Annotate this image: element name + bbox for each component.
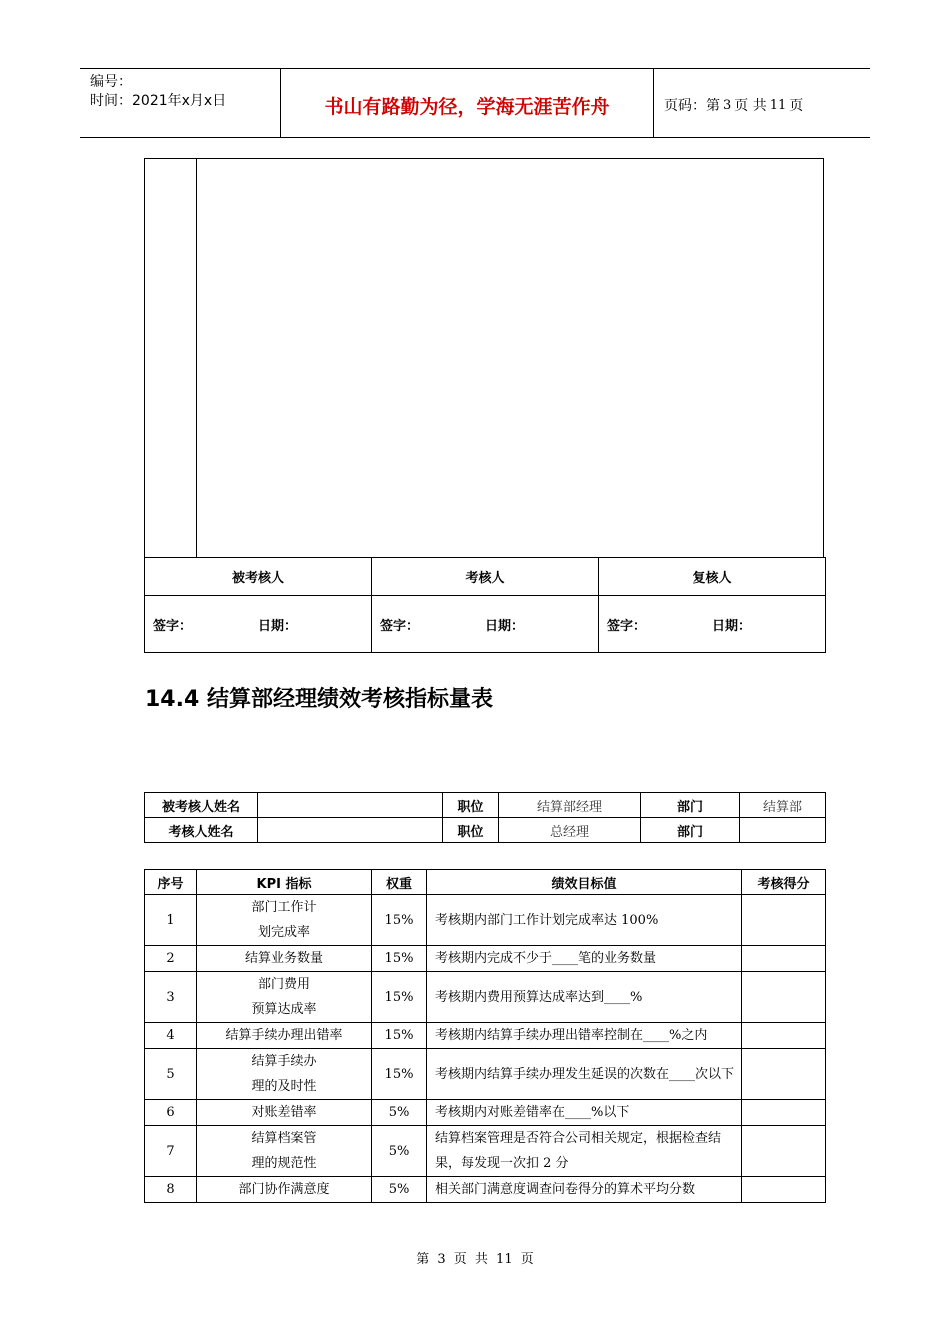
evaluation-content-box xyxy=(144,158,824,557)
dept-label: 部门 xyxy=(641,818,740,843)
kpi-target: 考核期内结算手续办理出错率控制在____%之内 xyxy=(427,1023,742,1049)
kpi-target: 考核期内结算手续办理发生延误的次数在____次以下 xyxy=(427,1049,742,1100)
kpi-target: 结算档案管理是否符合公司相关规定，根据检查结果，每发现一次扣 2 分 xyxy=(427,1126,742,1177)
kpi-target: 考核期内完成不少于____笔的业务数量 xyxy=(427,946,742,972)
table-row xyxy=(145,1126,826,1177)
kpi-indicator-line: 结算手续办 xyxy=(251,1054,317,1069)
kpi-indicator-line: 结算手续办理出错率 xyxy=(225,1028,343,1043)
kpi-indicator-line: 划完成率 xyxy=(257,925,310,940)
kpi-indicator-line: 结算业务数量 xyxy=(244,951,323,966)
kpi-indicator-line: 结算档案管 xyxy=(251,1131,317,1146)
kpi-no: 2 xyxy=(145,946,197,972)
kpi-indicator xyxy=(197,895,372,946)
page-prefix: 页码：第 xyxy=(664,98,720,114)
dept-label: 部门 xyxy=(641,793,740,818)
kpi-score-cell[interactable] xyxy=(742,1049,826,1100)
date-label: 日期： xyxy=(485,618,525,634)
kpi-indicator-line: 部门协作满意度 xyxy=(238,1182,330,1197)
kpi-score-cell[interactable] xyxy=(742,1023,826,1049)
kpi-header-score: 考核得分 xyxy=(742,870,826,895)
kpi-weight: 5% xyxy=(372,1126,427,1177)
kpi-header-no: 序号 xyxy=(145,870,197,895)
header-page-indicator xyxy=(654,69,870,137)
table-row xyxy=(145,1177,826,1203)
page-header xyxy=(80,68,870,138)
assessor-dept-value[interactable] xyxy=(740,818,826,843)
sign-label: 签字： xyxy=(153,618,193,634)
page-footer: 第 3 页 共 11 页 xyxy=(416,1252,534,1267)
kpi-target: 相关部门满意度调查问卷得分的算术平均分数 xyxy=(427,1177,742,1203)
kpi-target: 考核期内部门工作计划完成率达 100% xyxy=(427,895,742,946)
date-label: 日期： xyxy=(258,618,298,634)
assessee-name-label: 被考核人姓名 xyxy=(145,793,258,818)
kpi-score-cell[interactable] xyxy=(742,1100,826,1126)
kpi-weight: 15% xyxy=(372,972,427,1023)
reviewer-signature-cell[interactable] xyxy=(599,596,826,653)
kpi-no: 5 xyxy=(145,1049,197,1100)
kpi-header-weight: 权重 xyxy=(372,870,427,895)
header-assessor: 考核人 xyxy=(372,558,599,596)
page-total: 11 xyxy=(769,97,787,113)
date-label: 日期： xyxy=(712,618,752,634)
table-row xyxy=(145,895,826,946)
kpi-indicator-line: 部门工作计 xyxy=(251,900,317,915)
kpi-indicator-line: 理的规范性 xyxy=(251,1156,317,1171)
kpi-no: 1 xyxy=(145,895,197,946)
kpi-weight: 15% xyxy=(372,1049,427,1100)
table-row xyxy=(145,946,826,972)
kpi-indicator xyxy=(197,1126,372,1177)
signature-table xyxy=(144,557,826,653)
assessee-info-table xyxy=(144,792,826,843)
kpi-table-body xyxy=(145,895,826,1203)
kpi-indicator xyxy=(197,1023,372,1049)
kpi-score-cell[interactable] xyxy=(742,1177,826,1203)
kpi-weight: 15% xyxy=(372,946,427,972)
table-row xyxy=(145,1023,826,1049)
header-date-label: 时间：2021年x月x日 xyxy=(90,93,227,109)
kpi-indicator xyxy=(197,1177,372,1203)
kpi-indicator xyxy=(197,1100,372,1126)
table-row xyxy=(145,972,826,1023)
kpi-score-cell[interactable] xyxy=(742,946,826,972)
kpi-no: 7 xyxy=(145,1126,197,1177)
kpi-score-cell[interactable] xyxy=(742,972,826,1023)
assessor-name-value[interactable] xyxy=(258,818,443,843)
sign-label: 签字： xyxy=(607,618,647,634)
page-mid: 页 共 xyxy=(734,98,767,114)
kpi-indicator-line: 预算达成率 xyxy=(251,1002,317,1017)
position-label: 职位 xyxy=(443,793,499,818)
assessee-dept-value[interactable]: 结算部 xyxy=(740,793,826,818)
sign-label: 签字： xyxy=(380,618,420,634)
kpi-no: 8 xyxy=(145,1177,197,1203)
kpi-no: 3 xyxy=(145,972,197,1023)
header-code-label: 编号： xyxy=(90,74,132,90)
header-meta xyxy=(80,69,281,137)
assessor-position-value[interactable]: 总经理 xyxy=(499,818,641,843)
kpi-weight: 5% xyxy=(372,1177,427,1203)
kpi-indicator-line: 部门费用 xyxy=(257,977,310,992)
table-row xyxy=(145,1049,826,1100)
kpi-score-cell[interactable] xyxy=(742,895,826,946)
kpi-target: 考核期内对账差错率在____%以下 xyxy=(427,1100,742,1126)
kpi-no: 4 xyxy=(145,1023,197,1049)
section-title: 14.4 结算部经理绩效考核指标量表 xyxy=(145,687,493,712)
kpi-header-target: 绩效目标值 xyxy=(427,870,742,895)
column-divider xyxy=(196,159,197,557)
header-reviewer: 复核人 xyxy=(599,558,826,596)
position-label: 职位 xyxy=(443,818,499,843)
kpi-weight: 15% xyxy=(372,895,427,946)
header-motto: 书山有路勤为径，学海无涯苦作舟 xyxy=(281,69,654,137)
header-assessee: 被考核人 xyxy=(145,558,372,596)
kpi-indicator xyxy=(197,946,372,972)
kpi-header-indicator: KPI 指标 xyxy=(197,870,372,895)
assessee-name-value[interactable] xyxy=(258,793,443,818)
table-row xyxy=(145,1100,826,1126)
kpi-weight: 5% xyxy=(372,1100,427,1126)
assessor-name-label: 考核人姓名 xyxy=(145,818,258,843)
kpi-score-cell[interactable] xyxy=(742,1126,826,1177)
kpi-indicator-line: 理的及时性 xyxy=(251,1079,317,1094)
kpi-target: 考核期内费用预算达成率达到____% xyxy=(427,972,742,1023)
page-number: 3 xyxy=(723,97,732,113)
assessee-position-value[interactable]: 结算部经理 xyxy=(499,793,641,818)
kpi-no: 6 xyxy=(145,1100,197,1126)
kpi-weight: 15% xyxy=(372,1023,427,1049)
assessee-signature-cell[interactable] xyxy=(145,596,372,653)
kpi-table xyxy=(144,869,826,1203)
kpi-indicator-line: 对账差错率 xyxy=(251,1105,317,1120)
kpi-indicator xyxy=(197,972,372,1023)
kpi-indicator xyxy=(197,1049,372,1100)
page-suffix: 页 xyxy=(789,98,804,114)
assessor-signature-cell[interactable] xyxy=(372,596,599,653)
